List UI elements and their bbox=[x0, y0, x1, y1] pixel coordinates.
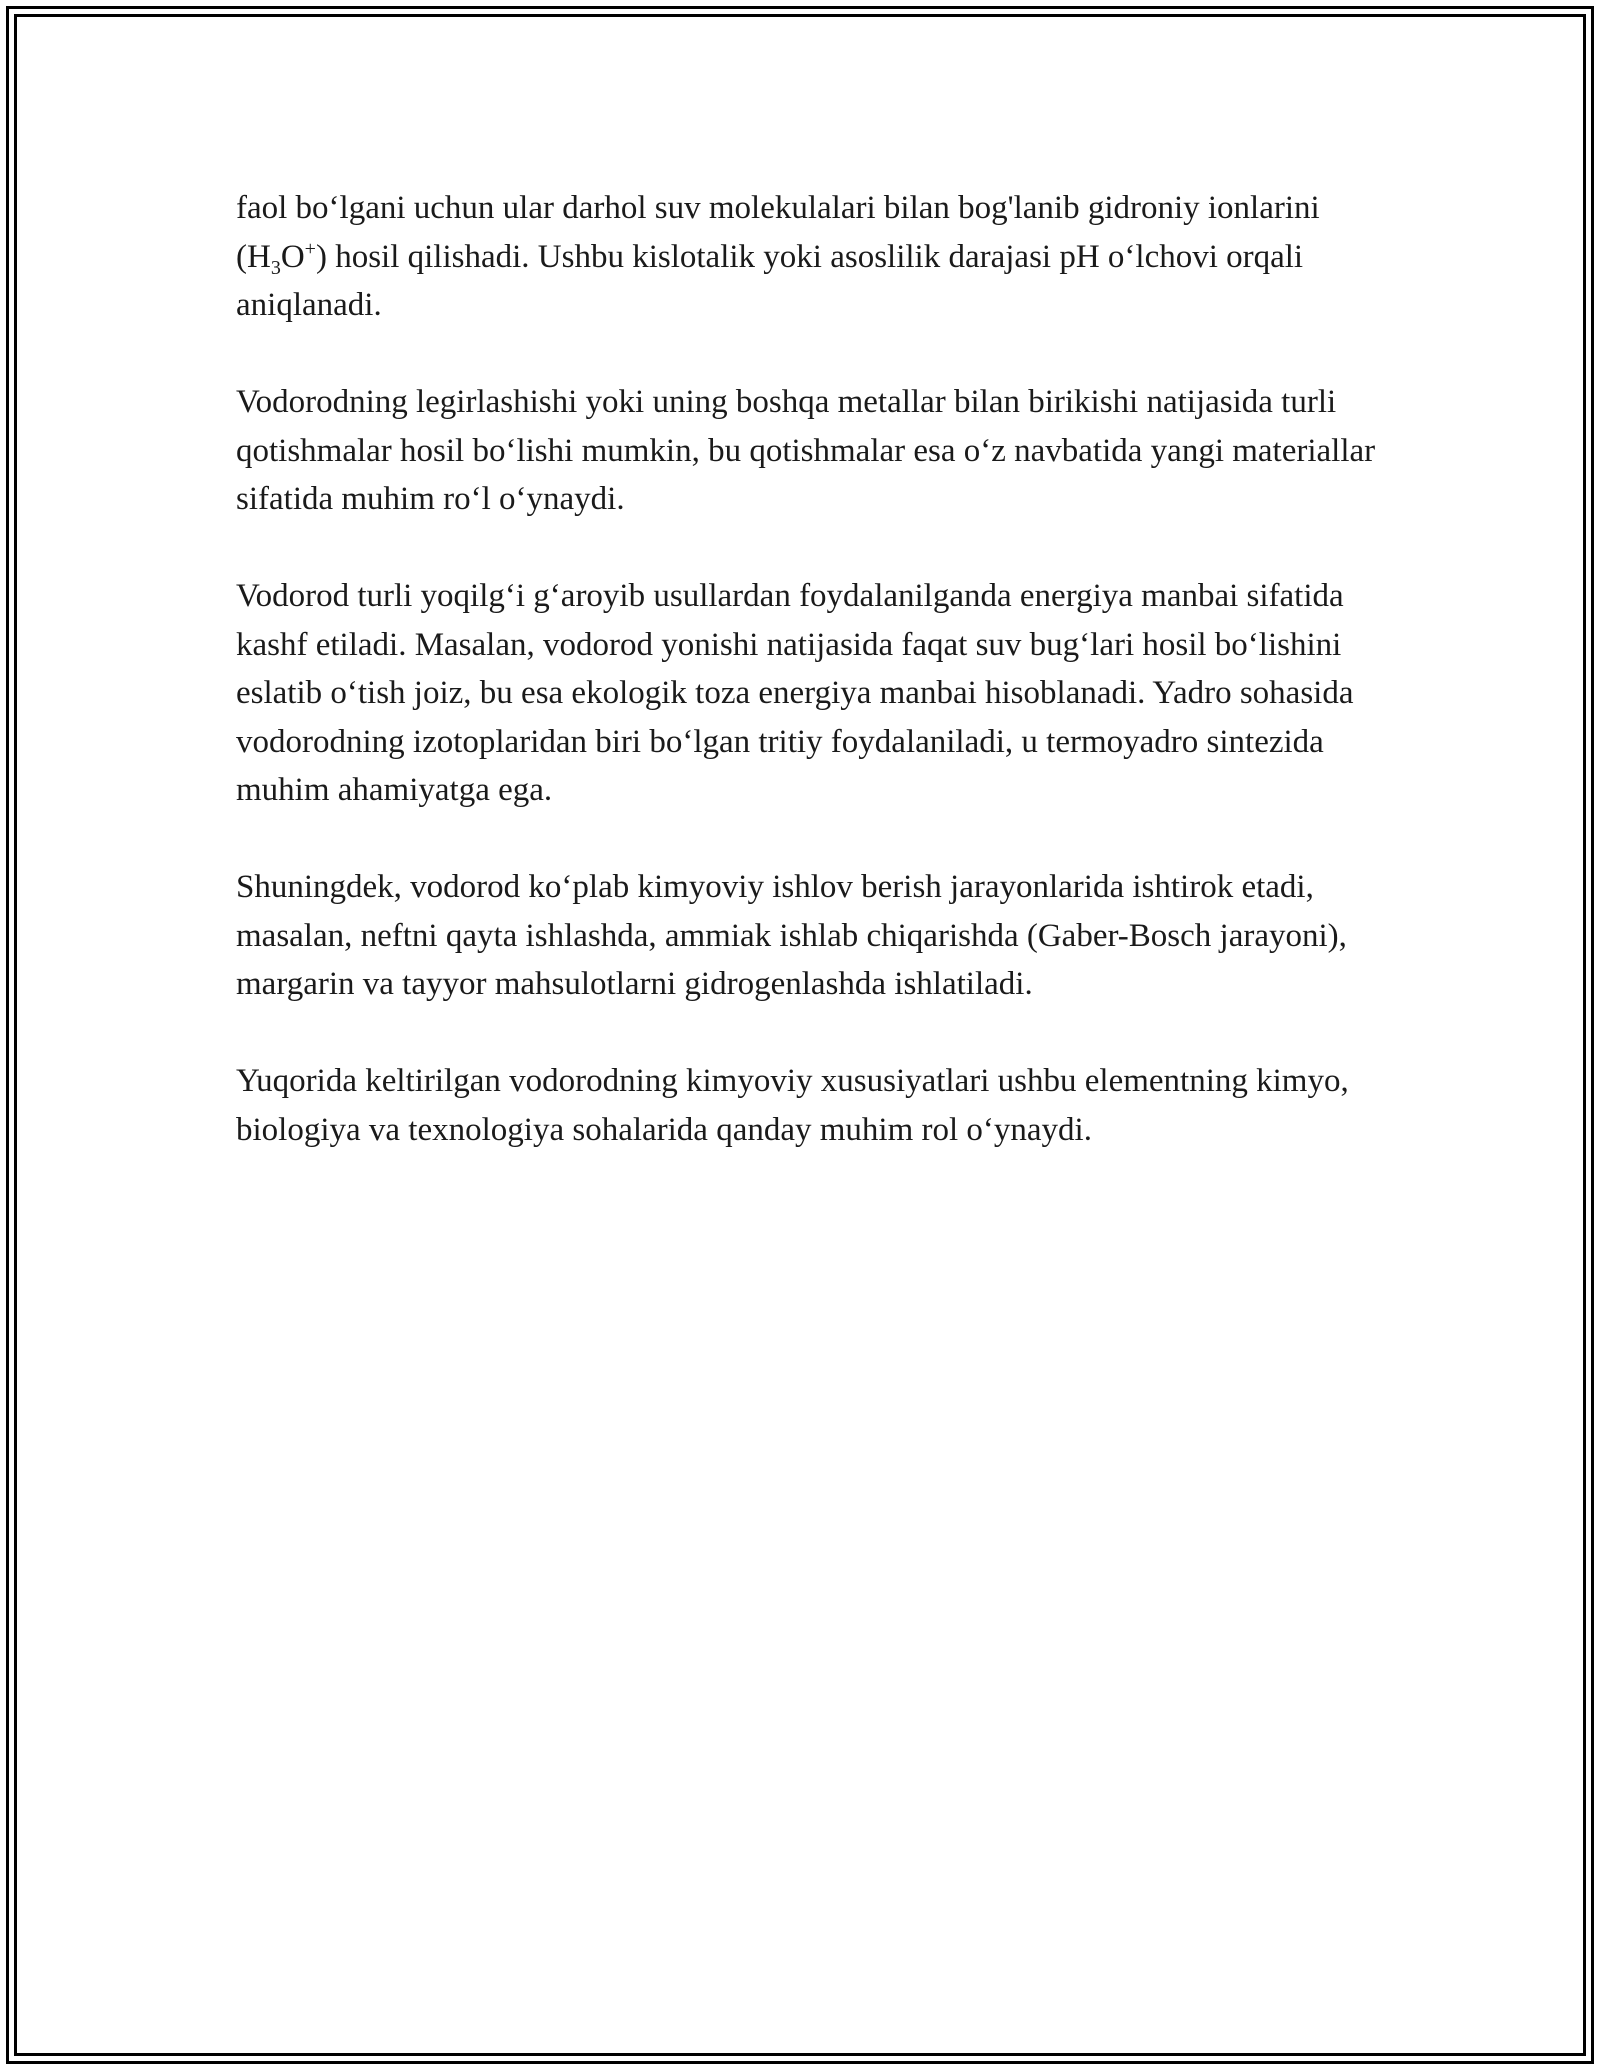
paragraph-5: Yuqorida keltirilgan vodorodning kimyoviy xususiyatlari ushbu elementning kimyo, biologiya va texnologiya sohalarida qanday muhim rol o‘ynaydi. bbox=[236, 1063, 1349, 1148]
subscript-3: 3 bbox=[270, 256, 281, 279]
paragraph-1-text-c: ) hosil qilishadi. Ushbu kislotalik yoki asoslilik darajasi pH o‘lchovi orqali aniqlanadi. bbox=[236, 238, 1304, 323]
paragraph-4: Shuningdek, vodorod ko‘plab kimyoviy ishlov berish jarayonlarida ishtirok etadi, masalan, neftni qayta ishlashda, ammiak ishlab chiqarishda (Gaber-Bosch jarayoni), margarin va tayyor mahsulotlarni gidrogenlashda ishlatiladi. bbox=[236, 869, 1347, 1002]
paragraph-3: Vodorod turli yoqilg‘i g‘aroyib usullardan foydalanilganda energiya manbai sifatida kashf etiladi. Masalan, vodorod yonishi natijasida faqat suv bug‘lari hosil bo‘lishini eslatib o‘tish joiz, bu esa ekologik toza energiya manbai hisoblanadi. Yadro sohasida vodorodning izotoplaridan biri bo‘lgan tritiy foydalaniladi, u termoyadro sintezida muhim ahamiyatga ega. bbox=[236, 578, 1354, 808]
paragraph-2: Vodorodning legirlashishi yoki uning boshqa metallar bilan birikishi natijasida turli qotishmalar hosil bo‘lishi mumkin, bu qotishmalar esa o‘z navbatida yangi materiallar sifatida muhim ro‘l o‘ynaydi. bbox=[236, 384, 1376, 517]
paragraph-1-text-a: faol bo‘lgani uchun ular darhol suv molekulalari bilan bog'lanib gidroniy ionlarini (H bbox=[236, 190, 1320, 275]
superscript-plus: + bbox=[304, 237, 316, 260]
document-body bbox=[236, 184, 1386, 1203]
paragraph-1 bbox=[236, 184, 1386, 330]
paragraph-1-text-b: O bbox=[280, 238, 305, 275]
